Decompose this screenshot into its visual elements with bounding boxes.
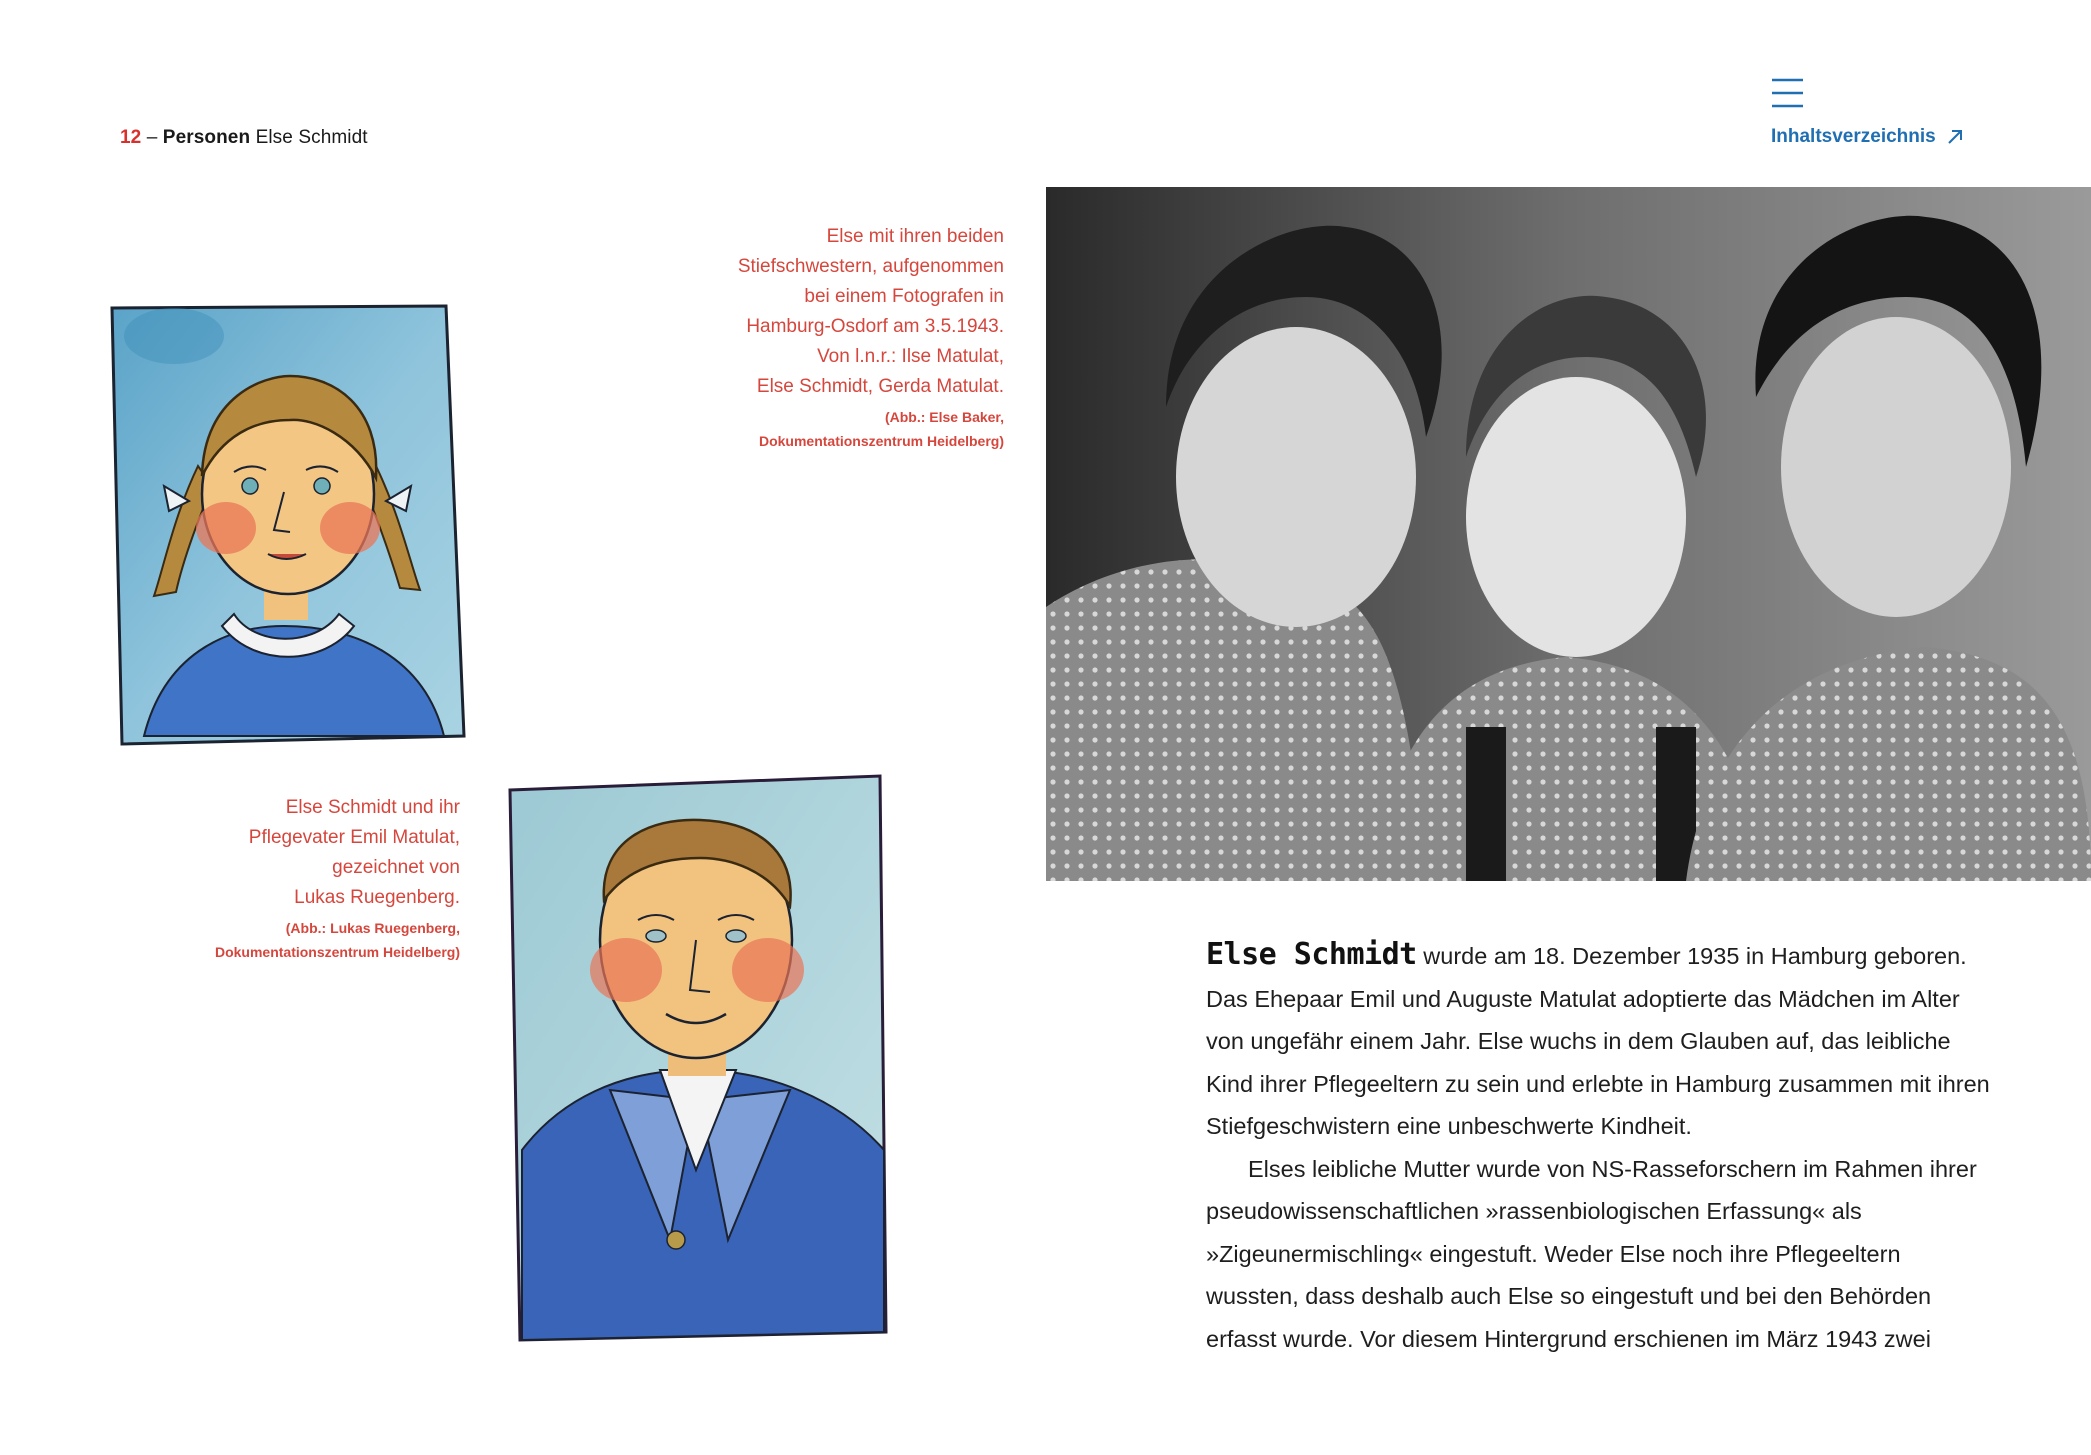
- photo-caption: [640, 222, 1004, 453]
- credit-line: Dokumentationszentrum Heidelberg): [758, 433, 1004, 449]
- toc-label: Inhaltsverzeichnis: [1771, 126, 1936, 147]
- caption-line: Stiefschwestern, aufgenommen: [737, 256, 1004, 277]
- running-header: [120, 127, 368, 149]
- person-name-handwritten: Else Schmidt: [1206, 937, 1417, 972]
- credit-line: (Abb.: Else Baker,: [884, 409, 1004, 425]
- caption-line: gezeichnet von: [332, 857, 460, 878]
- caption-line: Else Schmidt, Gerda Matulat.: [756, 376, 1004, 397]
- menu-button[interactable]: [1770, 76, 1806, 110]
- person-title: Else Schmidt: [255, 127, 368, 148]
- photo-credit: [640, 405, 1004, 453]
- caption-line: Else mit ihren beiden: [826, 226, 1004, 247]
- body-paragraph-2: Elses leibliche Mutter wurde von NS-Rasseforschern im Rahmen ihrer pseudowissenschaftlichen »rassenbiologischen Erfassung« als »Zigeunermischling« eingestuft. Weder Else noch ihre Pflegeeltern wussten, dass deshalb auch Else so eingestuft und bei den Behörden erfasst wurde. Vor diesem Hintergrund erschienen im März 1943 zwei: [1206, 1155, 1977, 1352]
- hamburger-menu-icon: [1770, 76, 1806, 110]
- drawing-man-portrait: [500, 770, 892, 1344]
- credit-line: (Abb.: Lukas Ruegenberg,: [285, 920, 460, 936]
- article-body: [1206, 934, 1996, 1360]
- portrait-photo: [1046, 187, 2091, 881]
- caption-line: Von l.n.r.: Ilse Matulat,: [817, 346, 1004, 367]
- arrow-up-right-icon: [1946, 128, 1964, 146]
- section-title: Personen: [162, 127, 251, 148]
- body-paragraph-1: [1206, 934, 1996, 1148]
- header-separator: –: [146, 127, 158, 148]
- paragraph-1-text: wurde am 18. Dezember 1935 in Hamburg geboren. Das Ehepaar Emil und Auguste Matulat adoptierte das Mädchen im Alter von ungefähr einem Jahr. Else wuchs in dem Glauben auf, das leibliche Kind ihrer Pflegeeltern zu sein und erlebte in Hamburg zusammen mit ihren Stiefgeschwistern eine unbeschwerte Kindheit.: [1206, 943, 1990, 1139]
- caption-line: Lukas Ruegenberg.: [294, 887, 460, 908]
- caption-line: Else Schmidt und ihr: [285, 797, 460, 818]
- drawing-caption: [100, 793, 460, 964]
- drawing-girl-portrait: [104, 296, 474, 752]
- drawing-credit: [100, 916, 460, 964]
- caption-line: Hamburg-Osdorf am 3.5.1943.: [746, 316, 1004, 337]
- caption-line: bei einem Fotografen in: [804, 286, 1004, 307]
- credit-line: Dokumentationszentrum Heidelberg): [214, 944, 460, 960]
- toc-link[interactable]: [1771, 126, 1964, 148]
- page-number: 12: [120, 127, 142, 148]
- caption-line: Pflegevater Emil Matulat,: [248, 827, 460, 848]
